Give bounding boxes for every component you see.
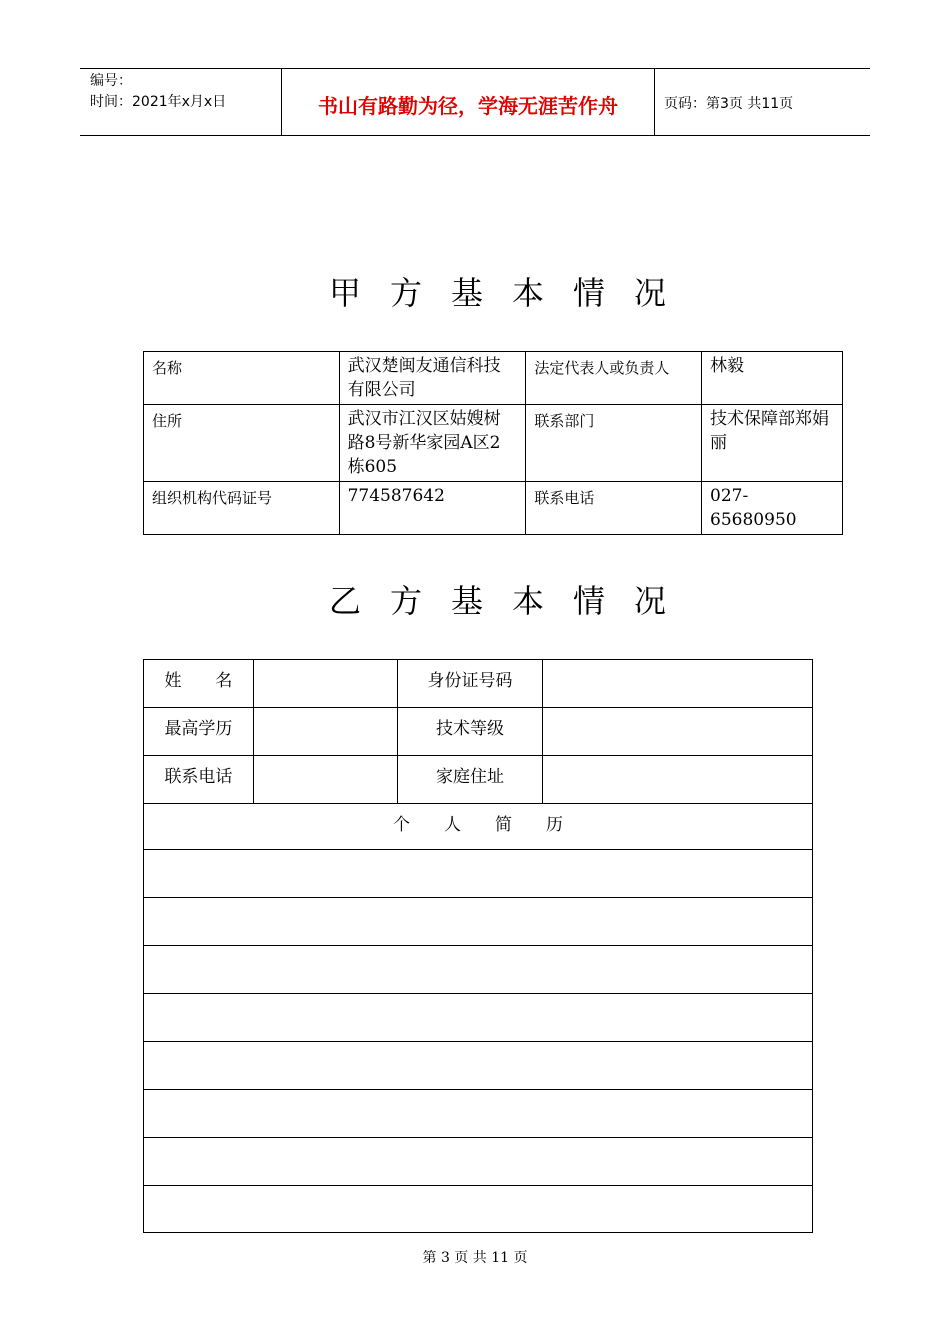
table-row [144, 352, 843, 405]
label-legal-rep: 法定代表人或负责人 [526, 352, 702, 405]
party-b-title: 乙方基本情况 [328, 582, 695, 620]
resume-line[interactable] [144, 946, 813, 994]
header-bottom-rule [80, 135, 870, 136]
party-a-title: 甲方基本情况 [328, 274, 695, 312]
table-row [144, 482, 843, 535]
label-phone: 联系电话 [526, 482, 702, 535]
label-phone: 联系电话 [144, 756, 254, 804]
date-label: 时间：2021年x月x日 [90, 94, 227, 110]
label-education: 最高学历 [144, 708, 254, 756]
value-education[interactable] [253, 708, 397, 756]
value-org-code: 774587642 [339, 482, 526, 535]
header-motto: 书山有路勤为径，学海无涯苦作舟 [318, 94, 618, 118]
value-company-name: 武汉楚闽友通信科技有限公司 [339, 352, 526, 405]
table-row [144, 660, 813, 708]
number-label: 编号： [90, 73, 132, 89]
header-divider-2 [654, 69, 655, 136]
table-row [144, 756, 813, 804]
table-row [144, 708, 813, 756]
value-contact-dept: 技术保障部郑娟丽 [702, 405, 843, 482]
label-contact-dept: 联系部门 [526, 405, 702, 482]
value-home-address[interactable] [543, 756, 813, 804]
resume-line[interactable] [144, 850, 813, 898]
label-id-number: 身份证号码 [397, 660, 543, 708]
value-address: 武汉市江汉区姑嫂树路8号新华家园A区2栋605 [339, 405, 526, 482]
table-row [144, 804, 813, 850]
header-page-info: 页码：第3页 共11页 [664, 96, 794, 112]
party-b-table [143, 659, 813, 1233]
resume-header: 个 人 简 历 [144, 804, 813, 850]
resume-line[interactable] [144, 1042, 813, 1090]
table-row [144, 405, 843, 482]
label-name: 姓 名 [144, 660, 254, 708]
header-meta [90, 71, 226, 113]
value-tech-level[interactable] [543, 708, 813, 756]
page-footer: 第 3 页 共 11 页 [422, 1250, 528, 1266]
resume-line[interactable] [144, 1138, 813, 1186]
header-top-rule [80, 68, 870, 69]
value-legal-rep: 林毅 [702, 352, 843, 405]
resume-line[interactable] [144, 994, 813, 1042]
party-a-table [143, 351, 843, 535]
value-phone: 027-65680950 [702, 482, 843, 535]
label-home-address: 家庭住址 [397, 756, 543, 804]
resume-line[interactable] [144, 1186, 813, 1233]
value-phone[interactable] [253, 756, 397, 804]
label-address: 住所 [144, 405, 340, 482]
value-id-number[interactable] [543, 660, 813, 708]
label-name: 名称 [144, 352, 340, 405]
value-name[interactable] [253, 660, 397, 708]
label-tech-level: 技术等级 [397, 708, 543, 756]
label-org-code: 组织机构代码证号 [144, 482, 340, 535]
resume-line[interactable] [144, 1090, 813, 1138]
resume-line[interactable] [144, 898, 813, 946]
